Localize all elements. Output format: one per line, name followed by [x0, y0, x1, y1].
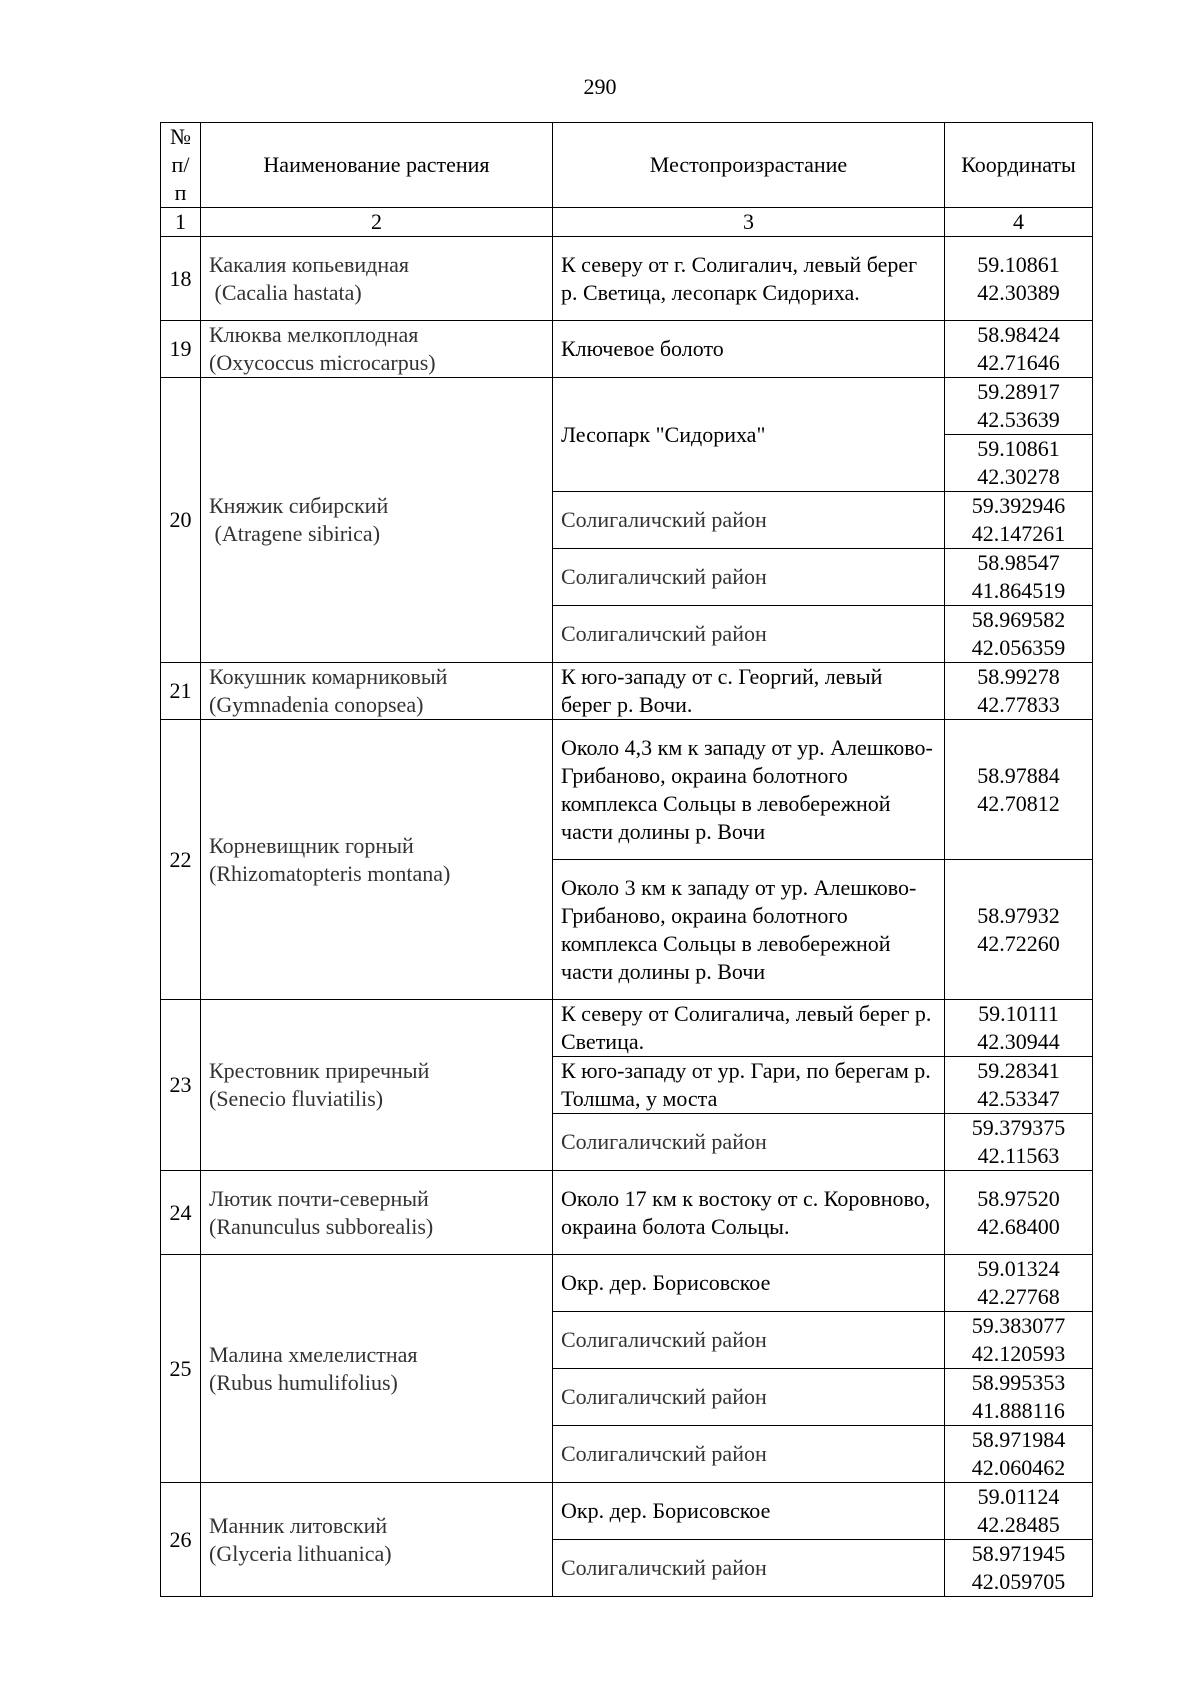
longitude: 42.27768	[977, 1284, 1060, 1309]
latitude: 58.97520	[977, 1185, 1060, 1211]
coordinates	[945, 663, 1093, 720]
page-number: 290	[583, 74, 617, 99]
table-row	[161, 1483, 1093, 1540]
latitude: 59.379375	[971, 1115, 1066, 1140]
latitude: 59.383077	[971, 1313, 1066, 1338]
plant-latin-name: (Cacalia hastata)	[209, 279, 362, 305]
plant-russian-name: Княжик сибирский	[209, 493, 389, 518]
habitat: Солигаличский район	[553, 1540, 945, 1597]
habitat: Около 17 км к востоку от с. Коровново, окраина болота Сольцы.	[553, 1171, 945, 1255]
plant-latin-name: (Rhizomatopteris montana)	[209, 860, 451, 886]
row-number: 22	[161, 720, 201, 1000]
longitude: 42.30389	[977, 279, 1060, 305]
latitude: 58.98547	[977, 550, 1060, 575]
habitat: Солигаличский район	[553, 1312, 945, 1369]
row-number: 19	[161, 321, 201, 378]
latitude: 59.28917	[977, 379, 1060, 404]
longitude: 42.71646	[977, 350, 1060, 375]
header-number	[161, 123, 201, 208]
coordinates	[945, 1171, 1093, 1255]
latitude: 58.969582	[971, 607, 1066, 632]
header-habitat: Местопроизрастание	[553, 123, 945, 208]
plant-name	[201, 1171, 553, 1255]
latitude: 58.98424	[977, 322, 1060, 347]
longitude: 42.30278	[977, 464, 1060, 489]
coordinates	[945, 606, 1093, 663]
plant-name	[201, 1483, 553, 1597]
longitude: 42.53639	[977, 407, 1060, 432]
table-row	[161, 720, 1093, 860]
table-row	[161, 237, 1093, 321]
coordinates	[945, 1540, 1093, 1597]
plant-russian-name: Малина хмелелистная	[209, 1341, 418, 1367]
habitat: К северу от г. Солигалич, левый берег р. Светица, лесопарк Сидориха.	[553, 237, 945, 321]
longitude: 42.056359	[971, 635, 1066, 660]
coordinates	[945, 1312, 1093, 1369]
plant-latin-name: (Ranunculus subborealis)	[209, 1213, 434, 1239]
table-row	[161, 1255, 1093, 1312]
habitat: К юго-западу от с. Георгий, левый берег р. Вочи.	[553, 663, 945, 720]
table-row	[161, 1171, 1093, 1255]
latitude: 59.28341	[977, 1058, 1060, 1083]
plant-name	[201, 1000, 553, 1171]
plant-russian-name: Какалия копьевидная	[209, 251, 409, 277]
header-number-line2: п/п	[171, 152, 190, 205]
coordinates	[945, 549, 1093, 606]
coordinates	[945, 1114, 1093, 1171]
table-row	[161, 321, 1093, 378]
longitude: 42.147261	[971, 521, 1066, 546]
plant-name	[201, 378, 553, 663]
plant-name	[201, 237, 553, 321]
habitat: Солигаличский район	[553, 606, 945, 663]
latitude: 58.995353	[971, 1370, 1066, 1395]
longitude: 42.53347	[977, 1086, 1060, 1111]
habitat: Около 3 км к западу от ур. Алешково-Грибаново, окраина болотного комплекса Сольцы в левобережной части долины р. Вочи	[553, 860, 945, 1000]
longitude: 41.864519	[971, 578, 1066, 603]
habitat: К северу от Солигалича, левый берег р. Светица.	[553, 1000, 945, 1057]
plant-russian-name: Кокушник комарниковый	[209, 664, 448, 689]
plant-latin-name: (Senecio fluviatilis)	[209, 1086, 384, 1111]
coordinates	[945, 1483, 1093, 1540]
habitat: Солигаличский район	[553, 549, 945, 606]
habitat: К юго-западу от ур. Гари, по берегам р. Толшма, у моста	[553, 1057, 945, 1114]
latitude: 59.10861	[977, 436, 1060, 461]
column-number: 3	[553, 208, 945, 237]
table-row	[161, 378, 1093, 435]
habitat: Около 4,3 км к западу от ур. Алешково-Грибаново, окраина болотного комплекса Сольцы в левобережной части долины р. Вочи	[553, 720, 945, 860]
plant-russian-name: Клюква мелкоплодная	[209, 322, 419, 347]
column-number: 4	[945, 208, 1093, 237]
habitat: Окр. дер. Борисовское	[553, 1255, 945, 1312]
row-number: 24	[161, 1171, 201, 1255]
longitude: 42.059705	[971, 1569, 1066, 1594]
table-row	[161, 663, 1093, 720]
habitat: Солигаличский район	[553, 492, 945, 549]
plant-russian-name: Крестовник приречный	[209, 1058, 430, 1083]
coordinates	[945, 321, 1093, 378]
row-number: 26	[161, 1483, 201, 1597]
plant-latin-name: (Rubus humulifolius)	[209, 1369, 398, 1395]
coordinates	[945, 378, 1093, 435]
habitat: Ключевое болото	[553, 321, 945, 378]
coordinates	[945, 1426, 1093, 1483]
habitat: Окр. дер. Борисовское	[553, 1483, 945, 1540]
latitude: 59.392946	[971, 493, 1066, 518]
longitude: 42.70812	[977, 790, 1060, 816]
coordinates	[945, 1000, 1093, 1057]
habitat: Солигаличский район	[553, 1369, 945, 1426]
longitude: 42.120593	[971, 1341, 1066, 1366]
latitude: 58.971984	[971, 1427, 1066, 1452]
plants-table	[160, 122, 1093, 1597]
latitude: 59.01124	[977, 1484, 1060, 1509]
plant-name	[201, 1255, 553, 1483]
header-number-line1: №	[170, 124, 191, 149]
longitude: 42.11563	[977, 1143, 1060, 1168]
row-number: 18	[161, 237, 201, 321]
latitude: 59.10861	[977, 251, 1060, 277]
habitat: Солигаличский район	[553, 1114, 945, 1171]
longitude: 42.77833	[977, 692, 1060, 717]
habitat: Солигаличский район	[553, 1426, 945, 1483]
coordinates	[945, 1255, 1093, 1312]
plant-name	[201, 663, 553, 720]
plant-russian-name: Манник литовский	[209, 1512, 388, 1538]
plant-latin-name: (Glyceria lithuanica)	[209, 1540, 392, 1566]
table-row	[161, 1000, 1093, 1057]
plant-latin-name: (Oxycoccus microcarpus)	[209, 350, 436, 375]
plant-russian-name: Корневищник горный	[209, 832, 414, 858]
column-number: 1	[161, 208, 201, 237]
latitude: 59.10111	[978, 1001, 1059, 1026]
row-number: 21	[161, 663, 201, 720]
header-plant-name: Наименование растения	[201, 123, 553, 208]
column-number-row	[161, 208, 1093, 237]
coordinates	[945, 1369, 1093, 1426]
coordinates	[945, 492, 1093, 549]
plant-name	[201, 720, 553, 1000]
latitude: 58.99278	[977, 664, 1060, 689]
longitude: 42.060462	[971, 1455, 1066, 1480]
coordinates	[945, 860, 1093, 1000]
coordinates	[945, 720, 1093, 860]
row-number: 23	[161, 1000, 201, 1171]
latitude: 58.971945	[971, 1541, 1066, 1566]
latitude: 59.01324	[977, 1256, 1060, 1281]
header-coordinates: Координаты	[945, 123, 1093, 208]
row-number: 25	[161, 1255, 201, 1483]
coordinates	[945, 1057, 1093, 1114]
column-number: 2	[201, 208, 553, 237]
longitude: 42.30944	[977, 1029, 1060, 1054]
coordinates	[945, 237, 1093, 321]
plant-latin-name: (Atragene sibirica)	[209, 521, 381, 546]
longitude: 42.28485	[977, 1512, 1060, 1537]
plant-name	[201, 321, 553, 378]
coordinates	[945, 435, 1093, 492]
longitude: 42.68400	[977, 1213, 1060, 1239]
plant-latin-name: (Gymnadenia conopsea)	[209, 692, 424, 717]
longitude: 41.888116	[972, 1398, 1065, 1423]
plant-russian-name: Лютик почти-северный	[209, 1185, 429, 1211]
latitude: 58.97932	[977, 902, 1060, 928]
latitude: 58.97884	[977, 762, 1060, 788]
row-number: 20	[161, 378, 201, 663]
header-row	[161, 123, 1093, 208]
longitude: 42.72260	[977, 930, 1060, 956]
habitat: Лесопарк "Сидориха"	[553, 378, 945, 492]
